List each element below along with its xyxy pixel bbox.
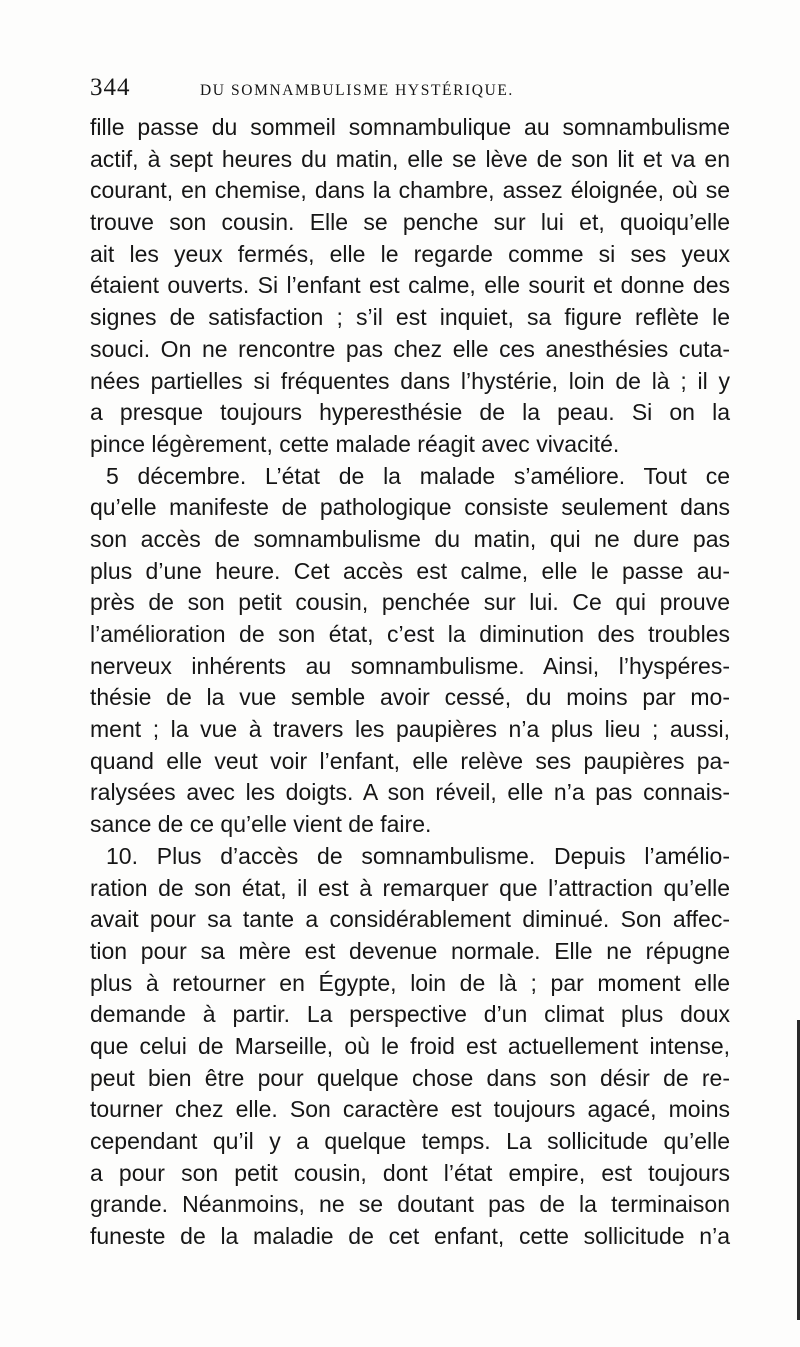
text-line: quand elle veut voir l’enfant, elle relève ses paupières pa- xyxy=(90,747,730,774)
text-line: plus à retourner en Égypte, loin de là ; par moment elle xyxy=(90,969,730,996)
text-line: sance de ce qu’elle vient de faire. xyxy=(90,811,432,838)
text-line: près de son petit cousin, penchée sur lui. Ce qui prouve xyxy=(90,589,730,616)
text-line: a presque toujours hyperesthésie de la peau. Si on la xyxy=(90,399,730,426)
text-line: que celui de Marseille, où le froid est actuellement intense, xyxy=(90,1032,730,1059)
text-line: souci. On ne rencontre pas chez elle ces anesthésies cuta- xyxy=(90,335,730,362)
text-line: grande. Néanmoins, ne se doutant pas de la terminaison xyxy=(90,1191,730,1218)
page-header xyxy=(90,74,730,114)
text-line: fille passe du sommeil somnambulique au somnambulisme xyxy=(90,114,730,140)
text-line: tourner chez elle. Son caractère est toujours agacé, moins xyxy=(90,1096,730,1123)
body-text xyxy=(90,112,730,1253)
text-line: funeste de la maladie de cet enfant, cette sollicitude n’a xyxy=(90,1223,730,1250)
text-line: l’amélioration de son état, c’est la diminution des troubles xyxy=(90,621,730,647)
text-line: avait pour sa tante a considérablement diminué. Son affec- xyxy=(90,906,730,933)
text-line: nerveux inhérents au somnambulisme. Ainsi, l’hyspéres- xyxy=(90,652,730,679)
text-line: courant, en chemise, dans la chambre, assez éloignée, où se xyxy=(90,177,730,204)
text-line: qu’elle manifeste de pathologique consiste seulement dans xyxy=(90,494,730,521)
text-line: actif, à sept heures du matin, elle se lève de son lit et va en xyxy=(90,145,730,172)
text-line: cependant qu’il y a quelque temps. La sollicitude qu’elle xyxy=(90,1128,730,1154)
text-line: nées partielles si fréquentes dans l’hystérie, loin de là ; il y xyxy=(90,367,730,394)
text-line: trouve son cousin. Elle se penche sur lui et, quoiqu’elle xyxy=(90,209,730,236)
text-line: plus d’une heure. Cet accès est calme, elle le passe au- xyxy=(90,557,730,584)
text-line: ment ; la vue à travers les paupières n’a plus lieu ; aussi, xyxy=(90,716,730,743)
text-line: 5 décembre. L’état de la malade s’améliore. Tout ce xyxy=(106,462,730,489)
text-line: thésie de la vue semble avoir cessé, du moins par mo- xyxy=(90,684,730,711)
running-head: DU SOMNAMBULISME HYSTÉRIQUE. xyxy=(200,82,514,99)
text-line: pince légèrement, cette malade réagit avec vivacité. xyxy=(90,430,620,457)
text-line: son accès de somnambulisme du matin, qui ne dure pas xyxy=(90,525,730,552)
text-line: ait les yeux fermés, elle le regarde comme si ses yeux xyxy=(90,240,730,267)
text-line: tion pour sa mère est devenue normale. Elle ne répugne xyxy=(90,937,730,964)
text-line: 10. Plus d’accès de somnambulisme. Depuis l’amélio- xyxy=(106,842,730,869)
text-line: signes de satisfaction ; s’il est inquiet, sa figure reflète le xyxy=(90,304,730,331)
text-line: demande à partir. La perspective d’un climat plus doux xyxy=(90,1001,730,1028)
text-line: ration de son état, il est à remarquer que l’attraction qu’elle xyxy=(90,874,730,901)
text-line: peut bien être pour quelque chose dans son désir de re- xyxy=(90,1064,730,1091)
text-line: a pour son petit cousin, dont l’état empire, est toujours xyxy=(90,1159,730,1186)
page-number: 344 xyxy=(90,74,131,101)
text-line: ralysées avec les doigts. A son réveil, elle n’a pas connais- xyxy=(90,779,730,806)
text-line: étaient ouverts. Si l’enfant est calme, elle sourit et donne des xyxy=(90,272,730,299)
